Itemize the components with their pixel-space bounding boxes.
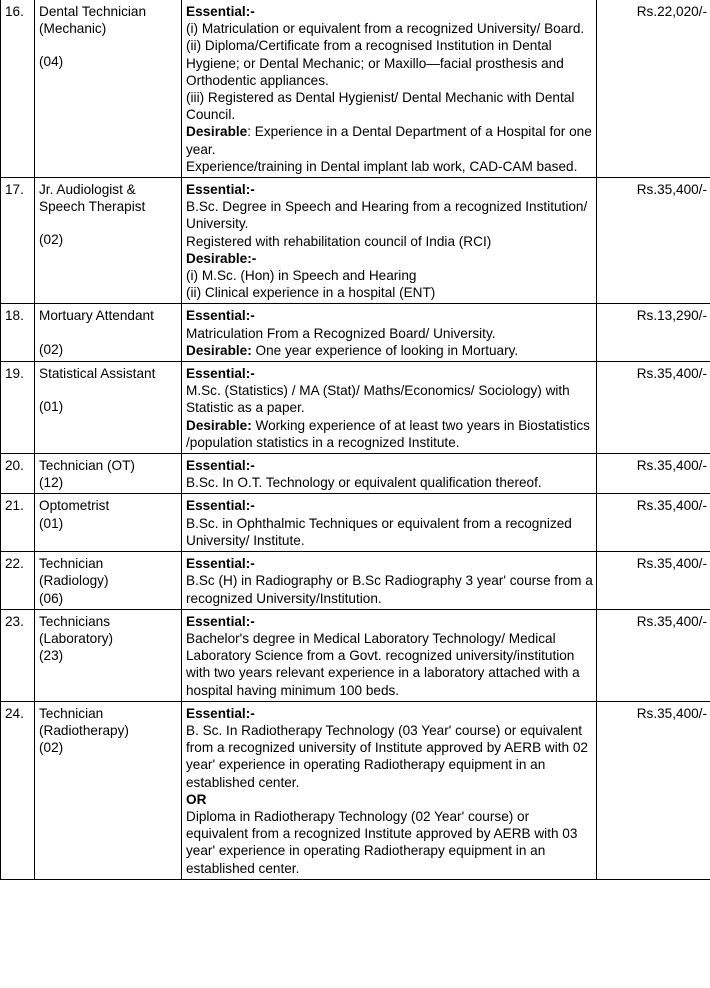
- post-name-line: (Mechanic): [39, 21, 107, 37]
- post-count: (23): [39, 648, 64, 664]
- serial-number: 23.: [1, 609, 35, 701]
- table-row: [1, 0, 710, 178]
- qualification-text: B.Sc. Degree in Speech and Hearing from a recognized Institution/ University.: [186, 199, 588, 232]
- post-count: (01): [39, 515, 64, 531]
- qualification-line: [186, 365, 593, 382]
- qualification-line: [186, 808, 593, 877]
- serial-number: 16.: [1, 0, 35, 178]
- qualification-label: Essential:-: [186, 556, 255, 572]
- qualification-line: [186, 515, 593, 549]
- qualification-label: Essential:-: [186, 308, 255, 324]
- qualification-text: : Experience in a Dental Department of a Hospital for one year.: [186, 124, 592, 157]
- qualification-line: [186, 267, 593, 284]
- post-name-line: Mortuary Attendant: [39, 308, 154, 324]
- post-name-line: Statistical Assistant: [39, 366, 156, 382]
- qualification-line: [186, 325, 593, 342]
- posts-table-body: [1, 0, 710, 879]
- pay-scale: Rs.35,400/-: [597, 454, 710, 494]
- table-row: [1, 552, 710, 610]
- qualification-line: [186, 158, 593, 175]
- serial-number: 18.: [1, 304, 35, 362]
- qualification-line: [186, 572, 593, 606]
- serial-number: 22.: [1, 552, 35, 610]
- post-name-line: Jr. Audiologist &: [39, 182, 136, 198]
- post-name-line: Technician (OT): [39, 458, 135, 474]
- post-name-line: Optometrist: [39, 498, 110, 514]
- post-count: (02): [39, 232, 64, 248]
- qualification-line: [186, 417, 593, 451]
- post-cell: [35, 609, 182, 701]
- qualification-line: [186, 555, 593, 572]
- post-count: (06): [39, 590, 64, 606]
- qualification-cell: [182, 304, 597, 362]
- post-name-line: Speech Therapist: [39, 199, 146, 215]
- qualification-text: B. Sc. In Radiotherapy Technology (03 Year' course) or equivalent from a recognized university of Institute approved by AERB with 02 year' experience in operating Radiotherapy equipment in an established center.: [186, 722, 588, 790]
- qualification-text: (ii) Clinical experience in a hospital (ENT): [186, 285, 436, 301]
- pay-scale: Rs.22,020/-: [597, 0, 710, 178]
- qualification-cell: [182, 454, 597, 494]
- qualification-line: [186, 630, 593, 699]
- qualification-line: [186, 37, 593, 89]
- table-row: [1, 609, 710, 701]
- table-row: [1, 454, 710, 494]
- table-row: [1, 494, 710, 552]
- qualification-text: B.Sc (H) in Radiography or B.Sc Radiography 3 year' course from a recognized University/Institution.: [186, 573, 593, 606]
- qualification-line: [186, 474, 593, 491]
- post-name-line: Dental Technician: [39, 4, 147, 19]
- qualification-text: (i) M.Sc. (Hon) in Speech and Hearing: [186, 268, 417, 284]
- post-name-line: Technicians: [39, 613, 111, 629]
- serial-number: 20.: [1, 454, 35, 494]
- qualification-text: Experience/training in Dental implant lab work, CAD-CAM based.: [186, 158, 578, 174]
- post-name-line: (Laboratory): [39, 630, 114, 646]
- qualification-line: [186, 123, 593, 157]
- qualification-line: [186, 791, 593, 808]
- qualification-label: Desirable:: [186, 342, 252, 358]
- table-row: [1, 304, 710, 362]
- qualification-text: B.Sc. In O.T. Technology or equivalent qualification thereof.: [186, 475, 542, 491]
- qualification-cell: [182, 609, 597, 701]
- qualification-line: [186, 457, 593, 474]
- pay-scale: Rs.35,400/-: [597, 178, 710, 304]
- qualification-label: Desirable:-: [186, 250, 257, 266]
- pay-scale: Rs.13,290/-: [597, 304, 710, 362]
- post-name-line: (Radiology): [39, 573, 109, 589]
- post-cell: [35, 0, 182, 178]
- qualification-text: Diploma in Radiotherapy Technology (02 Year' course) or equivalent from a recognized Institute approved by AERB with 03 year' experience in operating Radiotherapy equipment in an established center.: [186, 808, 578, 876]
- qualification-cell: [182, 494, 597, 552]
- post-cell: [35, 494, 182, 552]
- qualification-line: [186, 89, 593, 123]
- qualification-line: [186, 722, 593, 791]
- qualification-text: One year experience of looking in Mortuary.: [251, 342, 519, 358]
- pay-scale: Rs.35,400/-: [597, 552, 710, 610]
- qualification-label: Essential:-: [186, 705, 255, 721]
- serial-number: 19.: [1, 362, 35, 454]
- post-count: (02): [39, 341, 64, 357]
- qualification-line: [186, 307, 593, 324]
- qualification-line: [186, 382, 593, 416]
- qualification-label: Essential:-: [186, 182, 255, 198]
- qualification-label: Desirable:: [186, 417, 252, 433]
- qualification-label: Essential:-: [186, 498, 255, 514]
- qualification-line: [186, 181, 593, 198]
- table-row: [1, 701, 710, 879]
- qualification-text: Working experience of at least two years in Biostatistics /population statistics in a recognized Institute.: [186, 417, 590, 450]
- pay-scale: Rs.35,400/-: [597, 494, 710, 552]
- qualification-line: [186, 233, 593, 250]
- post-cell: [35, 552, 182, 610]
- qualification-text: Registered with rehabilitation council of India (RCI): [186, 233, 492, 249]
- post-count: (01): [39, 399, 64, 415]
- post-cell: [35, 362, 182, 454]
- qualification-line: [186, 705, 593, 722]
- qualification-cell: [182, 362, 597, 454]
- qualification-text: Matriculation From a Recognized Board/ University.: [186, 325, 496, 341]
- qualification-cell: [182, 701, 597, 879]
- serial-number: 24.: [1, 701, 35, 879]
- post-cell: [35, 454, 182, 494]
- qualification-line: [186, 3, 593, 20]
- qualification-cell: [182, 0, 597, 178]
- qualification-cell: [182, 178, 597, 304]
- qualification-label: Essential:-: [186, 458, 255, 474]
- qualification-line: [186, 342, 593, 359]
- qualification-line: [186, 613, 593, 630]
- post-cell: [35, 178, 182, 304]
- qualification-label: Essential:-: [186, 366, 255, 382]
- post-name-line: (Radiotherapy): [39, 722, 129, 738]
- qualification-line: [186, 250, 593, 267]
- pay-scale: Rs.35,400/-: [597, 701, 710, 879]
- table-row: [1, 178, 710, 304]
- pay-scale: Rs.35,400/-: [597, 362, 710, 454]
- qualification-text: Bachelor's degree in Medical Laboratory Technology/ Medical Laboratory Science from a Govt. recognized university/institution with two years relevant experience in a laboratory attached with a hospital having minimum 100 beds.: [186, 630, 580, 698]
- qualification-text: (ii) Diploma/Certificate from a recognised Institution in Dental Hygiene; or Dental Mechanic; or Maxillo—facial prosthesis and Orthodentic appliances.: [186, 38, 564, 88]
- qualification-label: OR: [186, 791, 207, 807]
- post-name-line: Technician: [39, 556, 104, 572]
- qualification-line: [186, 198, 593, 232]
- qualification-line: [186, 20, 593, 37]
- serial-number: 21.: [1, 494, 35, 552]
- qualification-text: (i) Matriculation or equivalent from a recognized University/ Board.: [186, 21, 585, 37]
- qualification-label: Essential:-: [186, 613, 255, 629]
- table-row: [1, 362, 710, 454]
- qualification-line: [186, 497, 593, 514]
- qualification-cell: [182, 552, 597, 610]
- pay-scale: Rs.35,400/-: [597, 609, 710, 701]
- post-count: (04): [39, 54, 64, 70]
- post-count: (12): [39, 475, 64, 491]
- serial-number: 17.: [1, 178, 35, 304]
- post-cell: [35, 701, 182, 879]
- post-name-line: Technician: [39, 705, 104, 721]
- qualification-line: [186, 284, 593, 301]
- qualification-label: Essential:-: [186, 4, 255, 19]
- qualification-text: B.Sc. in Ophthalmic Techniques or equivalent from a recognized University/ Institute.: [186, 515, 572, 548]
- post-cell: [35, 304, 182, 362]
- qualification-text: M.Sc. (Statistics) / MA (Stat)/ Maths/Economics/ Sociology) with Statistic as a paper.: [186, 383, 570, 416]
- qualification-label: Desirable: [186, 124, 248, 140]
- qualification-text: (iii) Registered as Dental Hygienist/ Dental Mechanic with Dental Council.: [186, 90, 575, 123]
- post-count: (02): [39, 740, 64, 756]
